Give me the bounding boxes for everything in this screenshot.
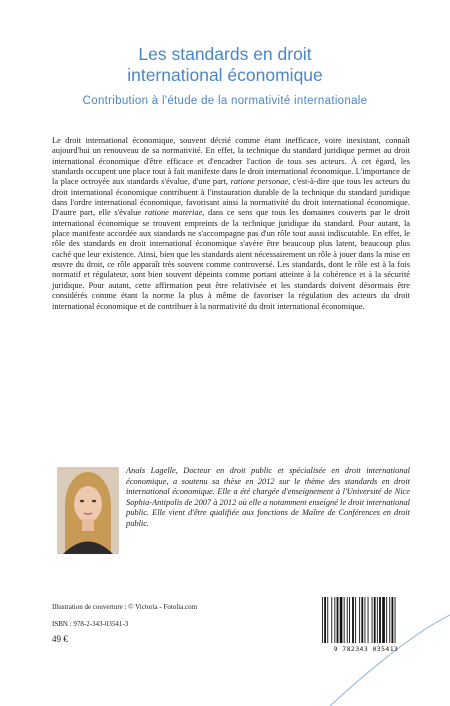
barcode-bar [337, 597, 339, 643]
barcode-bar [379, 597, 381, 643]
barcode-bar [344, 597, 345, 643]
book-title [0, 44, 450, 86]
barcode-digits: 9 782343 035413 [333, 645, 399, 653]
summary-term-ratione-materiae: ratione materiae [144, 208, 203, 218]
barcode-bar [324, 597, 326, 643]
summary-part-1: Le droit international économique, souvent décrié comme étant inefficace, voire inexistant, connaît aujourd'hui un renouveau de sa normativité. En effet, la technique du standard juridique permet au droit international économique d'être efficace et d'encadrer l'action de tous ses acteurs. À cet égard, les standards occupent une place tout à fait manifeste dans le droit international économique. L'importance de la place octroyée aux standards s'évalue, d'une part, [52, 136, 410, 187]
barcode-bar [377, 597, 378, 643]
barcode-bar [322, 597, 323, 643]
barcode-bar [359, 597, 360, 643]
title-line-1: Les standards en droit [138, 44, 312, 64]
back-cover-summary [52, 136, 410, 312]
barcode-bar [392, 597, 394, 643]
cover-credit: Illustration de couverture : © Victoria - Fotolia.com [52, 603, 198, 611]
summary-term-ratione-personae: ratione personae [230, 177, 289, 187]
barcode-bar [355, 597, 356, 643]
barcode-bar [386, 597, 387, 643]
barcode-bar [374, 597, 376, 643]
barcode-bar [365, 597, 366, 643]
barcode [320, 597, 412, 647]
barcode-bar [368, 597, 369, 643]
price: 49 € [52, 634, 68, 644]
barcode-bar [327, 597, 328, 643]
summary-part-3: , dans ce sens que tous les domaines couverts par le droit international économique se trouvent empreints de la technique juridique du standard. Pour autant, la place manifeste accordée aux standards ne s'accompagne pas d'un rôle tout aussi indiscutable. En effet, le rôle des standards en droit international économique s'avère être beaucoup plus latent, beaucoup plus caché que leur existence. Ainsi, bien que les standards aient nécessairement un rôle à jouer dans la mise en œuvre du droit, ce rôle apparaît très souvent comme controversé. Les standards, dont le rôle est à la fois normatif et régulateur, sont bien souvent dépeints comme portant atteinte à la cohérence et à la sécurité juridique. Pour autant, cette affirmation peut être relativisée et les standards doivent désormais être considérés comme étant la norme la plus à même de favoriser la régulation des acteurs du droit international économique et de contribuer à la normativité du droit international économique. [52, 208, 411, 311]
barcode-bar [340, 597, 343, 643]
summary-part-2: , c'est-à-dire que tous les acteurs du droit international économique contribuent à l'instauration durable de la technique du standard juridique dans l'ordre international économique, favorisant ainsi la normativité du droit international économique. D'autre part, elle s'évalue [52, 177, 410, 218]
title-line-2: international économique [127, 65, 323, 85]
author-photo [57, 467, 119, 554]
barcode-bar [349, 597, 350, 643]
barcode-bar [347, 597, 348, 643]
barcode-bar [382, 597, 385, 643]
barcode-bar [372, 597, 373, 643]
book-subtitle: Contribution à l'étude de la normativité internationale [82, 95, 368, 107]
barcode-bar [334, 597, 335, 643]
barcode-bar [331, 597, 332, 643]
barcode-bar [389, 597, 390, 643]
author-bio: Anaïs Lagelle, Docteur en droit public et spécialisée en droit international économique, a soutenu sa thèse en 2012 sur le thème des standards en droit international économique. Elle a été chargée d'enseignement à l'Université de Nice Sophia-Antipolis de 2007 à 2012 où elle a notamment enseigné le droit international public. Elle vient d'être qualifiée aux fonctions de Maître de Conférences en droit public. [126, 466, 410, 528]
author-portrait-icon [57, 467, 119, 554]
barcode-bar [395, 597, 396, 643]
isbn: ISBN : 978-2-343-03541-3 [52, 620, 129, 628]
barcode-bar [361, 597, 363, 643]
barcode-bar [352, 597, 354, 643]
